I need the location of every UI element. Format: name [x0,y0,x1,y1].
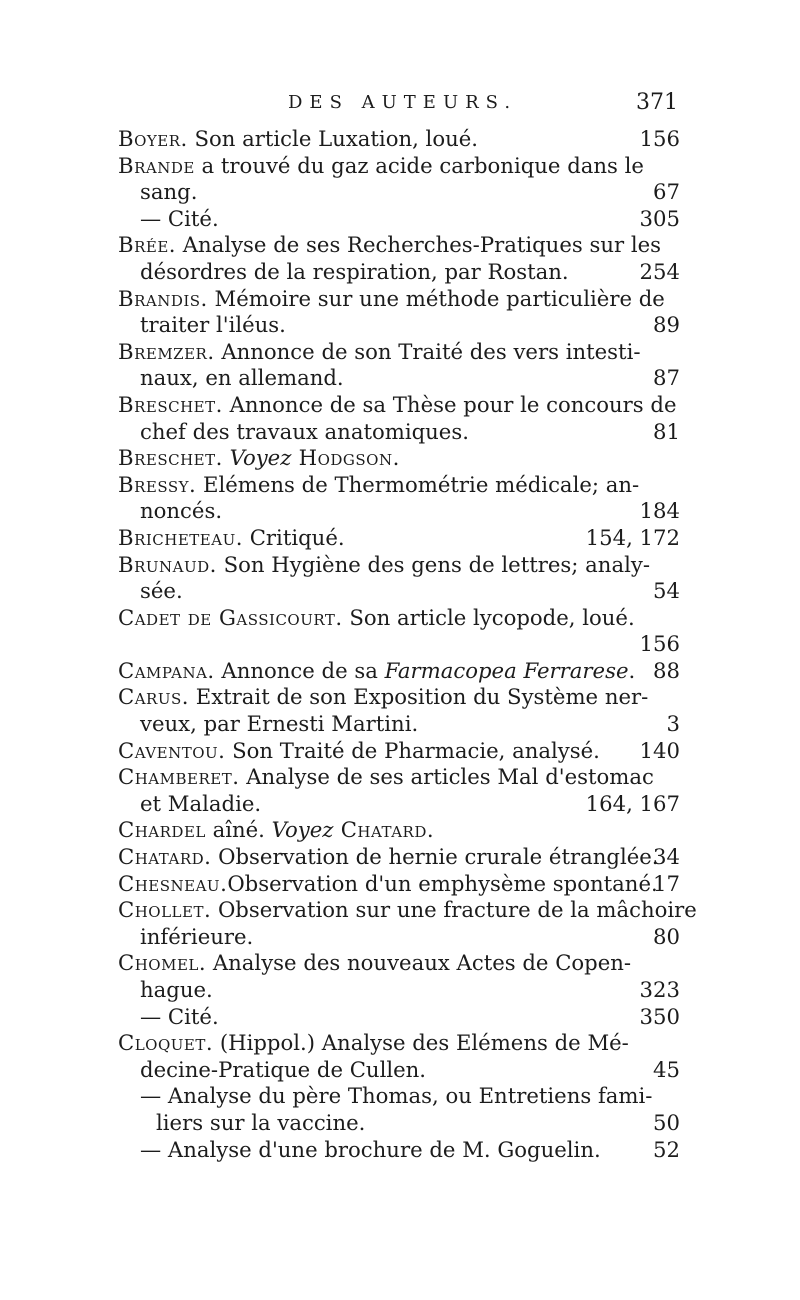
page-reference: 34 [653,844,680,870]
index-entry [118,126,680,153]
index-entry [118,232,680,285]
entry-text: désordres de la respiration, par Rostan. [140,258,569,284]
index-entry [118,339,680,392]
entry-continuation-line [118,977,680,1004]
entry-text: Observation sur une fracture de la mâchoire [211,897,697,923]
page-reference: 156 [639,631,680,657]
page-reference: 89 [653,312,680,338]
author-name: Chatard. [118,844,212,870]
author-name: Caventou. [118,737,226,763]
author-name: Brandis. [118,285,208,311]
entry-text: decine-Pratique de Cullen. [140,1056,427,1082]
entry-text [223,445,230,470]
entry-text: Son article lycopode, loué. [342,604,635,630]
entry-first-line [118,552,680,579]
author-name: Breschet. [118,391,223,417]
entry-text: — Cité. [140,205,219,231]
entry-text: traiter l'iléus. [140,312,286,338]
page-reference: 81 [653,418,680,444]
page-reference: 323 [639,977,680,1002]
entry-first-line [118,764,680,791]
entry-continuation-line [118,1110,680,1137]
entry-continuation-line [118,419,680,446]
entry-first-line [118,445,680,472]
entry-continuation-line [118,312,680,339]
entry-text: veux, par Ernesti Martini. [140,711,419,737]
entry-text: noncés. [140,498,223,524]
entry-text: Analyse de ses Recherches-Pratiques sur les [176,232,662,258]
author-name: Carus. [118,684,189,710]
entry-continuation-line [118,179,680,206]
page-reference: 156 [639,126,680,151]
running-head [118,92,680,126]
entry-first-line [118,1030,680,1057]
author-name: Bressy. [118,471,197,497]
entry-first-line [118,232,680,259]
entry-text: — Analyse du père Thomas, ou Entretiens fami- [140,1083,653,1109]
book-page [118,90,697,1163]
entry-first-line [118,738,680,765]
entry-text: Analyse des nouveaux Actes de Copen- [206,950,632,976]
index-entry [118,153,680,233]
page-reference: 184 [639,498,680,524]
entry-text-suffix: . [628,657,636,683]
index-entry [118,286,680,339]
cross-ref-name: Hodgson. [291,445,400,471]
index-entry [118,764,680,817]
entry-text: Son Hygiène des gens de lettres; analy- [216,551,650,577]
entry-first-line [118,525,680,552]
entry-continuation-line [118,365,680,392]
entry-continuation-line [118,791,680,818]
author-name: Bricheteau. [118,524,243,550]
index-entry [118,525,680,552]
page-reference: 17 [653,870,680,896]
author-name: Cloquet. [118,1030,214,1056]
index-entry [118,605,680,658]
entry-continuation-line [118,206,680,233]
index-entry [118,684,680,737]
page-reference: 67 [653,179,680,205]
page-reference: 80 [653,923,680,949]
page-reference: 154, 172 [585,524,680,550]
entry-first-line [118,844,680,871]
entry-text: — Analyse d'une brochure de M. Goguelin. [140,1136,601,1162]
entry-text: Extrait de son Exposition du Système ner- [189,684,649,710]
entry-text: inférieure. [140,923,254,949]
entry-first-line [118,605,680,632]
page-reference: 45 [653,1056,680,1082]
index-entry [118,472,680,525]
entry-continuation-line [118,1057,680,1084]
entry-text: Son article Luxation, loué. [187,126,479,151]
entry-first-line [118,897,697,924]
entry-first-line [118,658,680,685]
entry-first-line [118,339,680,366]
entry-text: chef des travaux anatomiques. [140,418,469,444]
page-reference: 140 [639,737,680,763]
author-name: Bremzer. [118,338,215,364]
author-name: Chamberet. [118,764,240,790]
entry-first-line [118,817,680,844]
entry-text: et Maladie. [140,790,262,816]
author-name: Brande [118,152,195,178]
author-name: Breschet. [118,445,223,471]
index-entry [118,897,697,950]
entry-text: Annonce de sa [214,657,385,683]
entry-continuation-line [118,1137,680,1164]
author-name: Brunaud. [118,551,217,577]
entry-continuation-line [118,259,680,286]
page-reference: 87 [653,365,680,391]
entry-first-line [118,684,680,711]
entry-text: liers sur la vaccine. [156,1109,366,1135]
index-entry [118,658,680,685]
author-name: Cadet de Gassicourt. [118,604,343,630]
author-name: Chomel. [118,950,207,976]
entry-text: Observation d'un emphysème spontané. [227,870,658,896]
entry-first-line [118,126,680,153]
entry-text: (Hippol.) Analyse des Elémens de Mé- [213,1030,629,1056]
entry-text: hague. [140,977,213,1002]
entry-first-line [118,153,680,180]
author-name: Chollet. [118,897,212,923]
author-name: Boyer. [118,126,188,151]
index-entry [118,950,680,1030]
index-entry [118,1030,680,1163]
page-reference: 52 [653,1136,680,1162]
index-entry [118,738,680,765]
entry-continuation-line [118,1083,680,1110]
italic-text: Farmacopea Ferrarese [384,657,629,683]
entry-continuation-line [118,711,680,738]
entry-continuation-line [118,1004,680,1031]
page-number: 371 [636,90,678,115]
italic-text: Voyez [229,445,292,471]
entry-continuation-line [118,631,680,658]
entry-text: Analyse de ses articles Mal d'estomac [239,764,654,790]
running-head-title: DES AUTEURS. [288,92,518,113]
author-name: Chesneau. [118,870,228,896]
page-reference: 305 [639,205,680,231]
author-name: Brée. [118,232,176,258]
entry-text: Annonce de son Traité des vers intesti- [214,338,641,364]
entry-text: a trouvé du gaz acide carbonique dans le [194,152,644,178]
entry-first-line [118,392,680,419]
index-entry [118,552,680,605]
entry-first-line [118,286,680,313]
entry-text: Observation de hernie crurale étranglée. [211,844,659,870]
entry-continuation-line [118,578,680,605]
index-entry [118,844,680,871]
entry-text: naux, en allemand. [140,365,344,391]
page-reference: 254 [639,258,680,284]
entry-continuation-line [118,498,680,525]
page-reference: 54 [653,578,680,604]
index-entries [118,126,697,1163]
entry-text: aîné. [205,817,272,843]
page-reference: 164, 167 [585,790,680,816]
entry-text: sang. [140,179,198,205]
entry-text: Critiqué. [242,524,345,550]
entry-text: Son Traité de Pharmacie, analysé. [225,737,600,763]
page-reference: 3 [666,711,680,737]
entry-text: sée. [140,578,183,604]
italic-text: Voyez [271,817,334,843]
entry-text: Elémens de Thermométrie médicale; an- [196,471,640,497]
entry-first-line [118,472,680,499]
index-entry [118,445,680,472]
page-reference: 350 [639,1003,680,1029]
index-entry [118,817,680,844]
entry-first-line [118,871,680,898]
author-name: Chardel [118,817,206,843]
entry-continuation-line [118,924,680,951]
entry-first-line [118,950,680,977]
entry-text: Mémoire sur une méthode particulière de [207,285,665,311]
page-reference: 50 [653,1109,680,1135]
cross-ref-name: Chatard. [333,817,435,843]
entry-text: — Cité. [140,1003,219,1029]
author-name: Campana. [118,657,215,683]
entry-text: Annonce de sa Thèse pour le concours de [222,391,677,417]
index-entry [118,871,680,898]
page-reference: 88 [653,657,680,683]
index-entry [118,392,680,445]
